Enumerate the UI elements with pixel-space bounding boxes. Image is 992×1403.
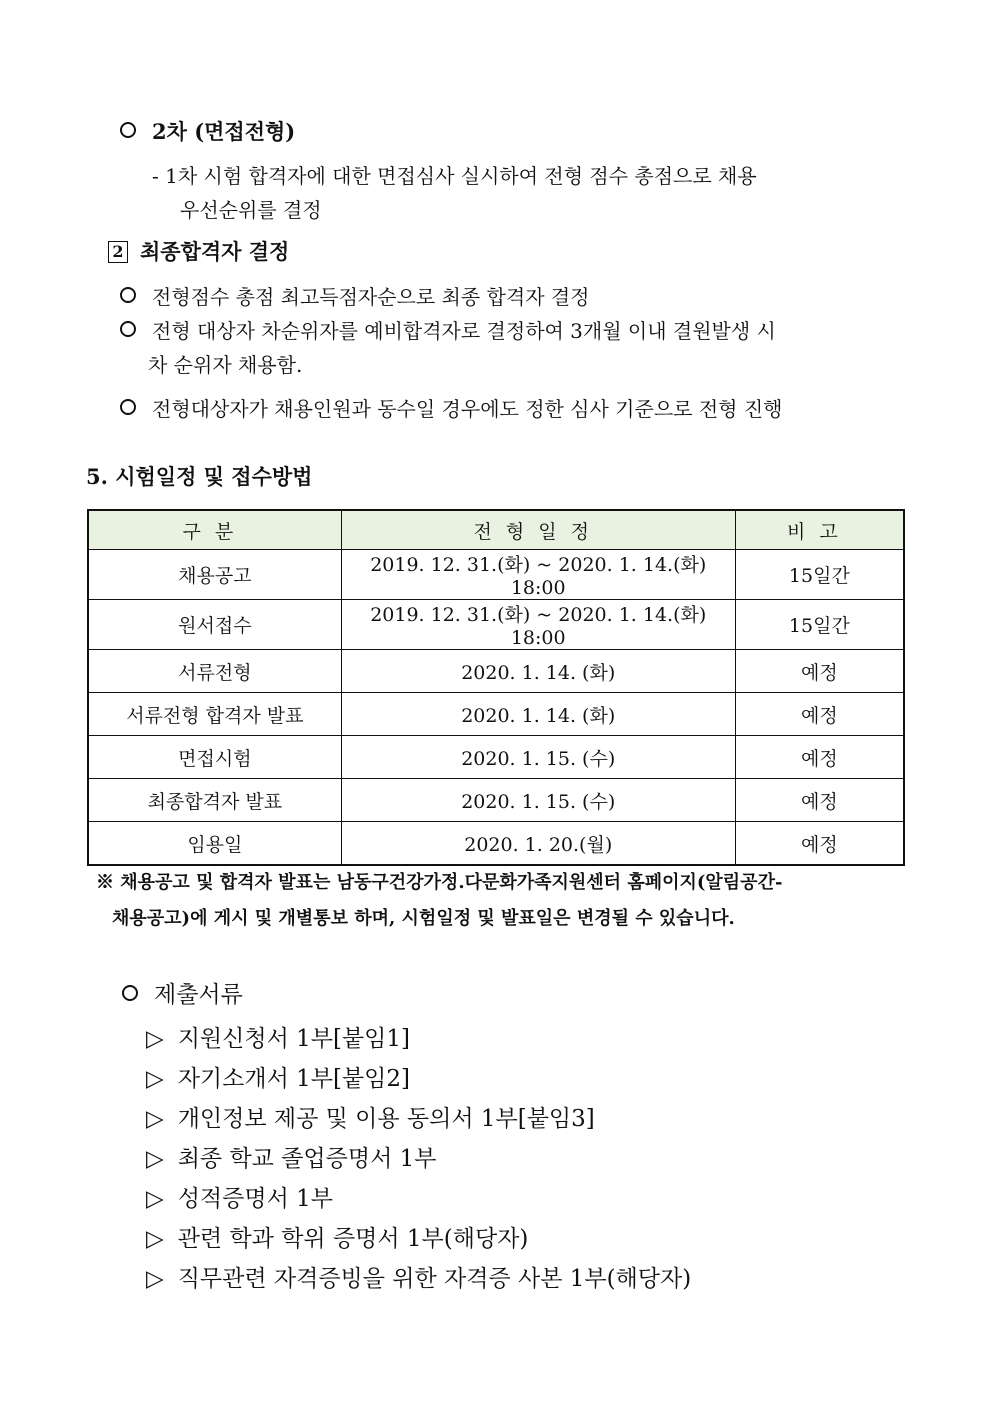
document-item: ▷ 성적증명서 1부 [146,1186,333,1212]
circle-bullet-icon [120,321,136,337]
cell-note: 15일간 [735,550,904,600]
cell-note: 예정 [735,650,904,693]
documents-heading: 제출서류 [122,976,243,1009]
cell-category: 서류전형 [88,650,341,693]
triangle-bullet-icon: ▷ [146,1266,164,1292]
cell-date: 2020. 1. 15. (수) [341,736,735,779]
cell-category: 채용공고 [88,550,341,600]
header-date: 전형일정 [341,510,735,550]
table-header-row [88,510,904,550]
cell-category: 면접시험 [88,736,341,779]
section5-heading: 5. 시험일정 및 접수방법 [86,464,313,489]
cell-date: 2020. 1. 14. (화) [341,693,735,736]
triangle-bullet-icon: ▷ [146,1226,164,1252]
header-note: 비고 [735,510,904,550]
table-row [88,693,904,736]
cell-note: 예정 [735,779,904,822]
section-2nd-desc-line2: 우선순위를 결정 [180,198,322,222]
table-row [88,779,904,822]
cell-date: 2019. 12. 31.(화) ~ 2020. 1. 14.(화) 18:00 [341,550,735,600]
document-item: ▷ 최종 학교 졸업증명서 1부 [146,1146,437,1172]
cell-category: 원서접수 [88,600,341,650]
cell-date: 2019. 12. 31.(화) ~ 2020. 1. 14.(화) 18:00 [341,600,735,650]
schedule-table [87,509,905,866]
circle-bullet-icon [120,287,136,303]
cell-category: 서류전형 합격자 발표 [88,693,341,736]
document-item: ▷ 지원신청서 1부[붙임1] [146,1026,410,1052]
cell-date: 2020. 1. 20.(월) [341,822,735,866]
document-item: ▷ 관련 학과 학위 증명서 1부(해당자) [146,1226,529,1252]
cell-note: 15일간 [735,600,904,650]
cell-category: 임용일 [88,822,341,866]
circle-bullet-icon [122,985,138,1001]
final-item-3: 전형대상자가 채용인원과 동수일 경우에도 정한 심사 기준으로 전형 진행 [120,393,782,422]
final-heading: 2 최종합격자 결정 [108,236,289,266]
cell-note: 예정 [735,822,904,866]
final-item-1: 전형점수 총점 최고득점자순으로 최종 합격자 결정 [120,281,590,310]
document-item: ▷ 개인정보 제공 및 이용 동의서 1부[붙임3] [146,1106,595,1132]
section-2nd-heading: 2차 (면접전형) [120,116,295,146]
header-category: 구분 [88,510,341,550]
final-item-2: 전형 대상자 차순위자를 예비합격자로 결정하여 3개월 이내 결원발생 시 [120,315,776,344]
cell-note: 예정 [735,693,904,736]
cell-note: 예정 [735,736,904,779]
final-item-2-line2: 차 순위자 채용함. [148,353,303,377]
table-row [88,600,904,650]
notice-line2: 채용공고)에 게시 및 개별통보 하며, 시험일정 및 발표일은 변경될 수 있습니다. [112,908,735,929]
cell-date: 2020. 1. 15. (수) [341,779,735,822]
triangle-bullet-icon: ▷ [146,1026,164,1052]
document-item: ▷ 자기소개서 1부[붙임2] [146,1066,410,1092]
cell-date: 2020. 1. 14. (화) [341,650,735,693]
triangle-bullet-icon: ▷ [146,1186,164,1212]
triangle-bullet-icon: ▷ [146,1106,164,1132]
document-item: ▷ 직무관련 자격증빙을 위한 자격증 사본 1부(해당자) [146,1266,692,1292]
cell-category: 최종합격자 발표 [88,779,341,822]
notice-line1: ※ 채용공고 및 합격자 발표는 남동구건강가정.다문화가족지원센터 홈페이지(알림공간- [96,872,783,893]
section-2nd-desc-line1: - 1차 시험 합격자에 대한 면접심사 실시하여 전형 점수 총점으로 채용 [152,164,757,188]
triangle-bullet-icon: ▷ [146,1146,164,1172]
circle-bullet-icon [120,122,136,138]
table-row [88,650,904,693]
table-row [88,736,904,779]
circle-bullet-icon [120,399,136,415]
table-row [88,550,904,600]
boxed-number: 2 [108,241,128,263]
table-row [88,822,904,866]
triangle-bullet-icon: ▷ [146,1066,164,1092]
